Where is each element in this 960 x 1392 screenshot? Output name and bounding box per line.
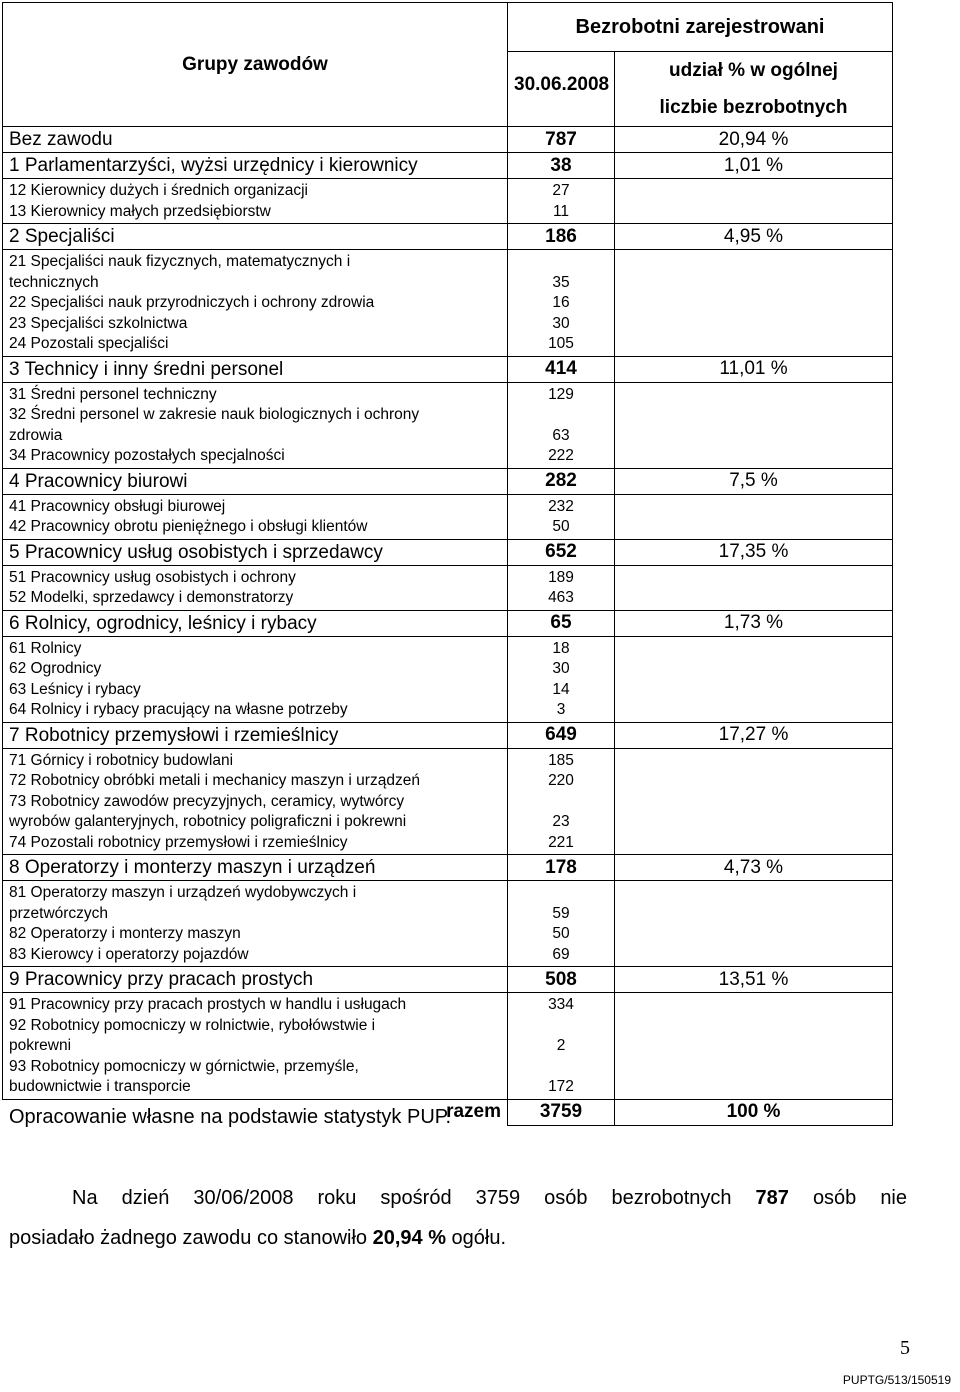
subgroup-name-line: budownictwie i transporcie — [9, 1078, 191, 1095]
subgroup-name-line: 64 Rolnicy i rybacy pracujący na własne potrzeby — [9, 701, 348, 718]
row-no-occupation — [3, 127, 893, 153]
subgroup-name-line: przetwórczych — [9, 904, 109, 922]
subgroup-name-line: 92 Robotnicy pomocniczy w rolnictwie, rybołówstwie i — [9, 1016, 376, 1034]
subgroup-count: 50 — [552, 518, 570, 535]
group-row — [3, 610, 893, 636]
subgroup-row — [3, 179, 893, 224]
group-share: 20,94 % — [615, 127, 893, 153]
header-share: udział % w ogólnej liczbie bezrobotnych — [615, 52, 893, 127]
subgroup-name-line: 62 Ogrodnicy — [9, 660, 102, 677]
group-row — [3, 855, 893, 881]
subgroup-counts — [508, 993, 615, 1100]
subgroup-count: 63 — [552, 426, 570, 444]
group-share: 4,95 % — [615, 224, 893, 250]
subgroup-name-line: pokrewni — [9, 1037, 72, 1054]
subgroup-count: 59 — [552, 904, 570, 922]
subgroup-share-empty — [615, 636, 893, 722]
subgroup-count: 11 — [552, 202, 570, 220]
subgroup-names — [3, 179, 508, 224]
subgroup-name-line: 32 Średni personel w zakresie nauk biologicznych i ochrony — [9, 406, 420, 423]
subgroup-count: 463 — [548, 589, 574, 606]
source-note: Opracowanie własne na podstawie statystyk PUP. — [9, 1106, 452, 1128]
total-label: razem — [3, 1099, 508, 1125]
subgroup-share-empty — [615, 250, 893, 357]
total-count: 3759 — [508, 1099, 615, 1125]
group-count: 282 — [508, 468, 615, 494]
subgroup-names — [3, 250, 508, 357]
subgroup-name-line: wyrobów galanteryjnych, robotnicy poligraficzni i pokrewni — [9, 813, 407, 830]
subgroup-counts — [508, 382, 615, 468]
group-share: 17,35 % — [615, 539, 893, 565]
subgroup-share-empty — [615, 565, 893, 610]
subgroup-count-spacer — [514, 252, 608, 273]
subgroup-count: 221 — [548, 833, 574, 851]
subgroup-count: 35 — [552, 273, 570, 291]
group-name: 7 Robotnicy przemysłowi i rzemieślnicy — [3, 722, 508, 748]
subgroup-share-empty — [615, 494, 893, 539]
subgroup-row — [3, 565, 893, 610]
subgroup-count: 232 — [548, 497, 574, 515]
group-share: 1,01 % — [615, 153, 893, 179]
subgroup-count-spacer — [514, 883, 608, 904]
subgroup-count: 185 — [548, 751, 574, 769]
group-name: 5 Pracownicy usług osobistych i sprzedawcy — [3, 539, 508, 565]
subgroup-count: 3 — [556, 701, 566, 718]
subgroup-count: 30 — [552, 314, 570, 332]
footer-code: PUPTG/513/150519 — [842, 1373, 951, 1387]
subgroup-names — [3, 494, 508, 539]
subgroup-share-empty — [615, 748, 893, 855]
subgroup-count: 2 — [556, 1037, 566, 1054]
group-share: 7,5 % — [615, 468, 893, 494]
subgroup-count: 23 — [552, 813, 570, 830]
subgroup-count: 30 — [552, 660, 570, 677]
subgroup-name-line: 73 Robotnicy zawodów precyzyjnych, ceramicy, wytwórcy — [9, 792, 405, 810]
summary-paragraph-line1: Na dzień 30/06/2008 roku spośród 3759 osób bezrobotnych 787 osób nie — [72, 1187, 908, 1209]
subgroup-counts — [508, 636, 615, 722]
subgroup-count: 69 — [552, 945, 570, 963]
subgroup-name-line: 51 Pracownicy usług osobistych i ochrony — [9, 568, 296, 586]
subgroup-name-line: 21 Specjaliści nauk fizycznych, matematycznych i — [9, 253, 351, 270]
subgroup-count: 14 — [552, 680, 570, 698]
subgroup-name-line: 63 Leśnicy i rybacy — [9, 680, 141, 698]
subgroup-name-line: 22 Specjaliści nauk przyrodniczych i ochrony zdrowia — [9, 294, 375, 311]
subgroup-count: 220 — [548, 772, 574, 789]
subgroup-name-line: 71 Górnicy i robotnicy budowlani — [9, 751, 234, 769]
group-share: 11,01 % — [615, 356, 893, 382]
subgroup-count: 27 — [552, 182, 570, 199]
unemployment-table — [2, 2, 893, 1126]
subgroup-name-line: 93 Robotnicy pomocniczy w górnictwie, przemyśle, — [9, 1057, 359, 1075]
subgroup-name-line: 91 Pracownicy przy pracach prostych w handlu i usługach — [9, 996, 407, 1013]
subgroup-row — [3, 881, 893, 967]
subgroup-share-empty — [615, 881, 893, 967]
subgroup-name-line: zdrowia — [9, 426, 63, 444]
subgroup-names — [3, 881, 508, 967]
subgroup-row — [3, 636, 893, 722]
group-count: 414 — [508, 356, 615, 382]
subgroup-name-line: 41 Pracownicy obsługi biurowej — [9, 497, 226, 515]
subgroup-name-line: 81 Operatorzy maszyn i urządzeń wydobywczych i — [9, 884, 357, 901]
group-count: 186 — [508, 224, 615, 250]
subgroup-name-line: 72 Robotnicy obróbki metali i mechanicy maszyn i urządzeń — [9, 772, 420, 789]
group-name: 9 Pracownicy przy pracach prostych — [3, 967, 508, 993]
group-name: 4 Pracownicy biurowi — [3, 468, 508, 494]
header-date: 30.06.2008 — [508, 52, 615, 127]
subgroup-row — [3, 250, 893, 357]
subgroup-row — [3, 382, 893, 468]
group-row — [3, 224, 893, 250]
group-row — [3, 722, 893, 748]
header-registered-unemployed: Bezrobotni zarejestrowani — [508, 3, 893, 52]
group-row — [3, 356, 893, 382]
subgroup-row — [3, 494, 893, 539]
subgroup-name-line: 74 Pozostali robotnicy przemysłowi i rzemieślnicy — [9, 833, 348, 851]
subgroup-names — [3, 382, 508, 468]
subgroup-count: 129 — [548, 385, 574, 403]
subgroup-name-line: 13 Kierownicy małych przedsiębiorstw — [9, 202, 271, 220]
group-row — [3, 153, 893, 179]
subgroup-count: 189 — [548, 568, 574, 586]
page-number: 5 — [900, 1337, 910, 1359]
subgroup-count: 18 — [552, 639, 570, 657]
subgroup-name-line: 42 Pracownicy obrotu pieniężnego i obsługi klientów — [9, 518, 368, 535]
subgroup-names — [3, 993, 508, 1100]
subgroup-count: 172 — [548, 1078, 574, 1095]
subgroup-name-line: 61 Rolnicy — [9, 639, 82, 657]
subgroup-name-line: 12 Kierownicy dużych i średnich organizacji — [9, 182, 308, 199]
subgroup-count-spacer — [514, 1057, 608, 1078]
subgroup-counts — [508, 250, 615, 357]
group-share: 4,73 % — [615, 855, 893, 881]
subgroup-name-line: 23 Specjaliści szkolnictwa — [9, 314, 188, 332]
group-count: 649 — [508, 722, 615, 748]
subgroup-share-empty — [615, 179, 893, 224]
subgroup-name-line: 82 Operatorzy i monterzy maszyn — [9, 925, 241, 942]
subgroup-counts — [508, 179, 615, 224]
subgroup-names — [3, 748, 508, 855]
subgroup-name-line: 83 Kierowcy i operatorzy pojazdów — [9, 945, 249, 963]
subgroup-counts — [508, 881, 615, 967]
subgroup-names — [3, 565, 508, 610]
group-name: 6 Rolnicy, ogrodnicy, leśnicy i rybacy — [3, 610, 508, 636]
subgroup-share-empty — [615, 382, 893, 468]
subgroup-counts — [508, 494, 615, 539]
group-count: 38 — [508, 153, 615, 179]
group-name: Bez zawodu — [3, 127, 508, 153]
subgroup-names — [3, 636, 508, 722]
subgroup-count: 334 — [548, 996, 574, 1013]
group-count: 65 — [508, 610, 615, 636]
group-share: 13,51 % — [615, 967, 893, 993]
subgroup-count: 16 — [552, 294, 570, 311]
group-row — [3, 539, 893, 565]
subgroup-count: 50 — [552, 925, 570, 942]
group-row — [3, 468, 893, 494]
subgroup-name-line: 52 Modelki, sprzedawcy i demonstratorzy — [9, 589, 294, 606]
group-share: 17,27 % — [615, 722, 893, 748]
subgroup-name-line: 24 Pozostali specjaliści — [9, 335, 169, 352]
group-row — [3, 967, 893, 993]
group-name: 8 Operatorzy i monterzy maszyn i urządzeń — [3, 855, 508, 881]
subgroup-counts — [508, 748, 615, 855]
subgroup-count-spacer — [514, 792, 608, 813]
subgroup-name-line: 31 Średni personel techniczny — [9, 385, 217, 403]
subgroup-count-spacer — [514, 1016, 608, 1037]
group-count: 508 — [508, 967, 615, 993]
group-count: 787 — [508, 127, 615, 153]
subgroup-name-line: technicznych — [9, 273, 99, 291]
group-count: 652 — [508, 539, 615, 565]
subgroup-count: 222 — [548, 447, 574, 464]
header-occupation-groups: Grupy zawodów — [3, 3, 508, 127]
summary-paragraph-line2: posiadało żadnego zawodu co stanowiło 20,94 % ogółu. — [9, 1227, 507, 1249]
group-name: 2 Specjaliści — [3, 224, 508, 250]
subgroup-row — [3, 993, 893, 1100]
subgroup-share-empty — [615, 993, 893, 1100]
subgroup-counts — [508, 565, 615, 610]
group-name: 1 Parlamentarzyści, wyżsi urzędnicy i kierownicy — [3, 153, 508, 179]
subgroup-count-spacer — [514, 405, 608, 426]
subgroup-name-line: 34 Pracownicy pozostałych specjalności — [9, 447, 285, 464]
total-share: 100 % — [615, 1099, 893, 1125]
subgroup-count: 105 — [548, 335, 574, 352]
group-share: 1,73 % — [615, 610, 893, 636]
group-name: 3 Technicy i inny średni personel — [3, 356, 508, 382]
subgroup-row — [3, 748, 893, 855]
group-count: 178 — [508, 855, 615, 881]
